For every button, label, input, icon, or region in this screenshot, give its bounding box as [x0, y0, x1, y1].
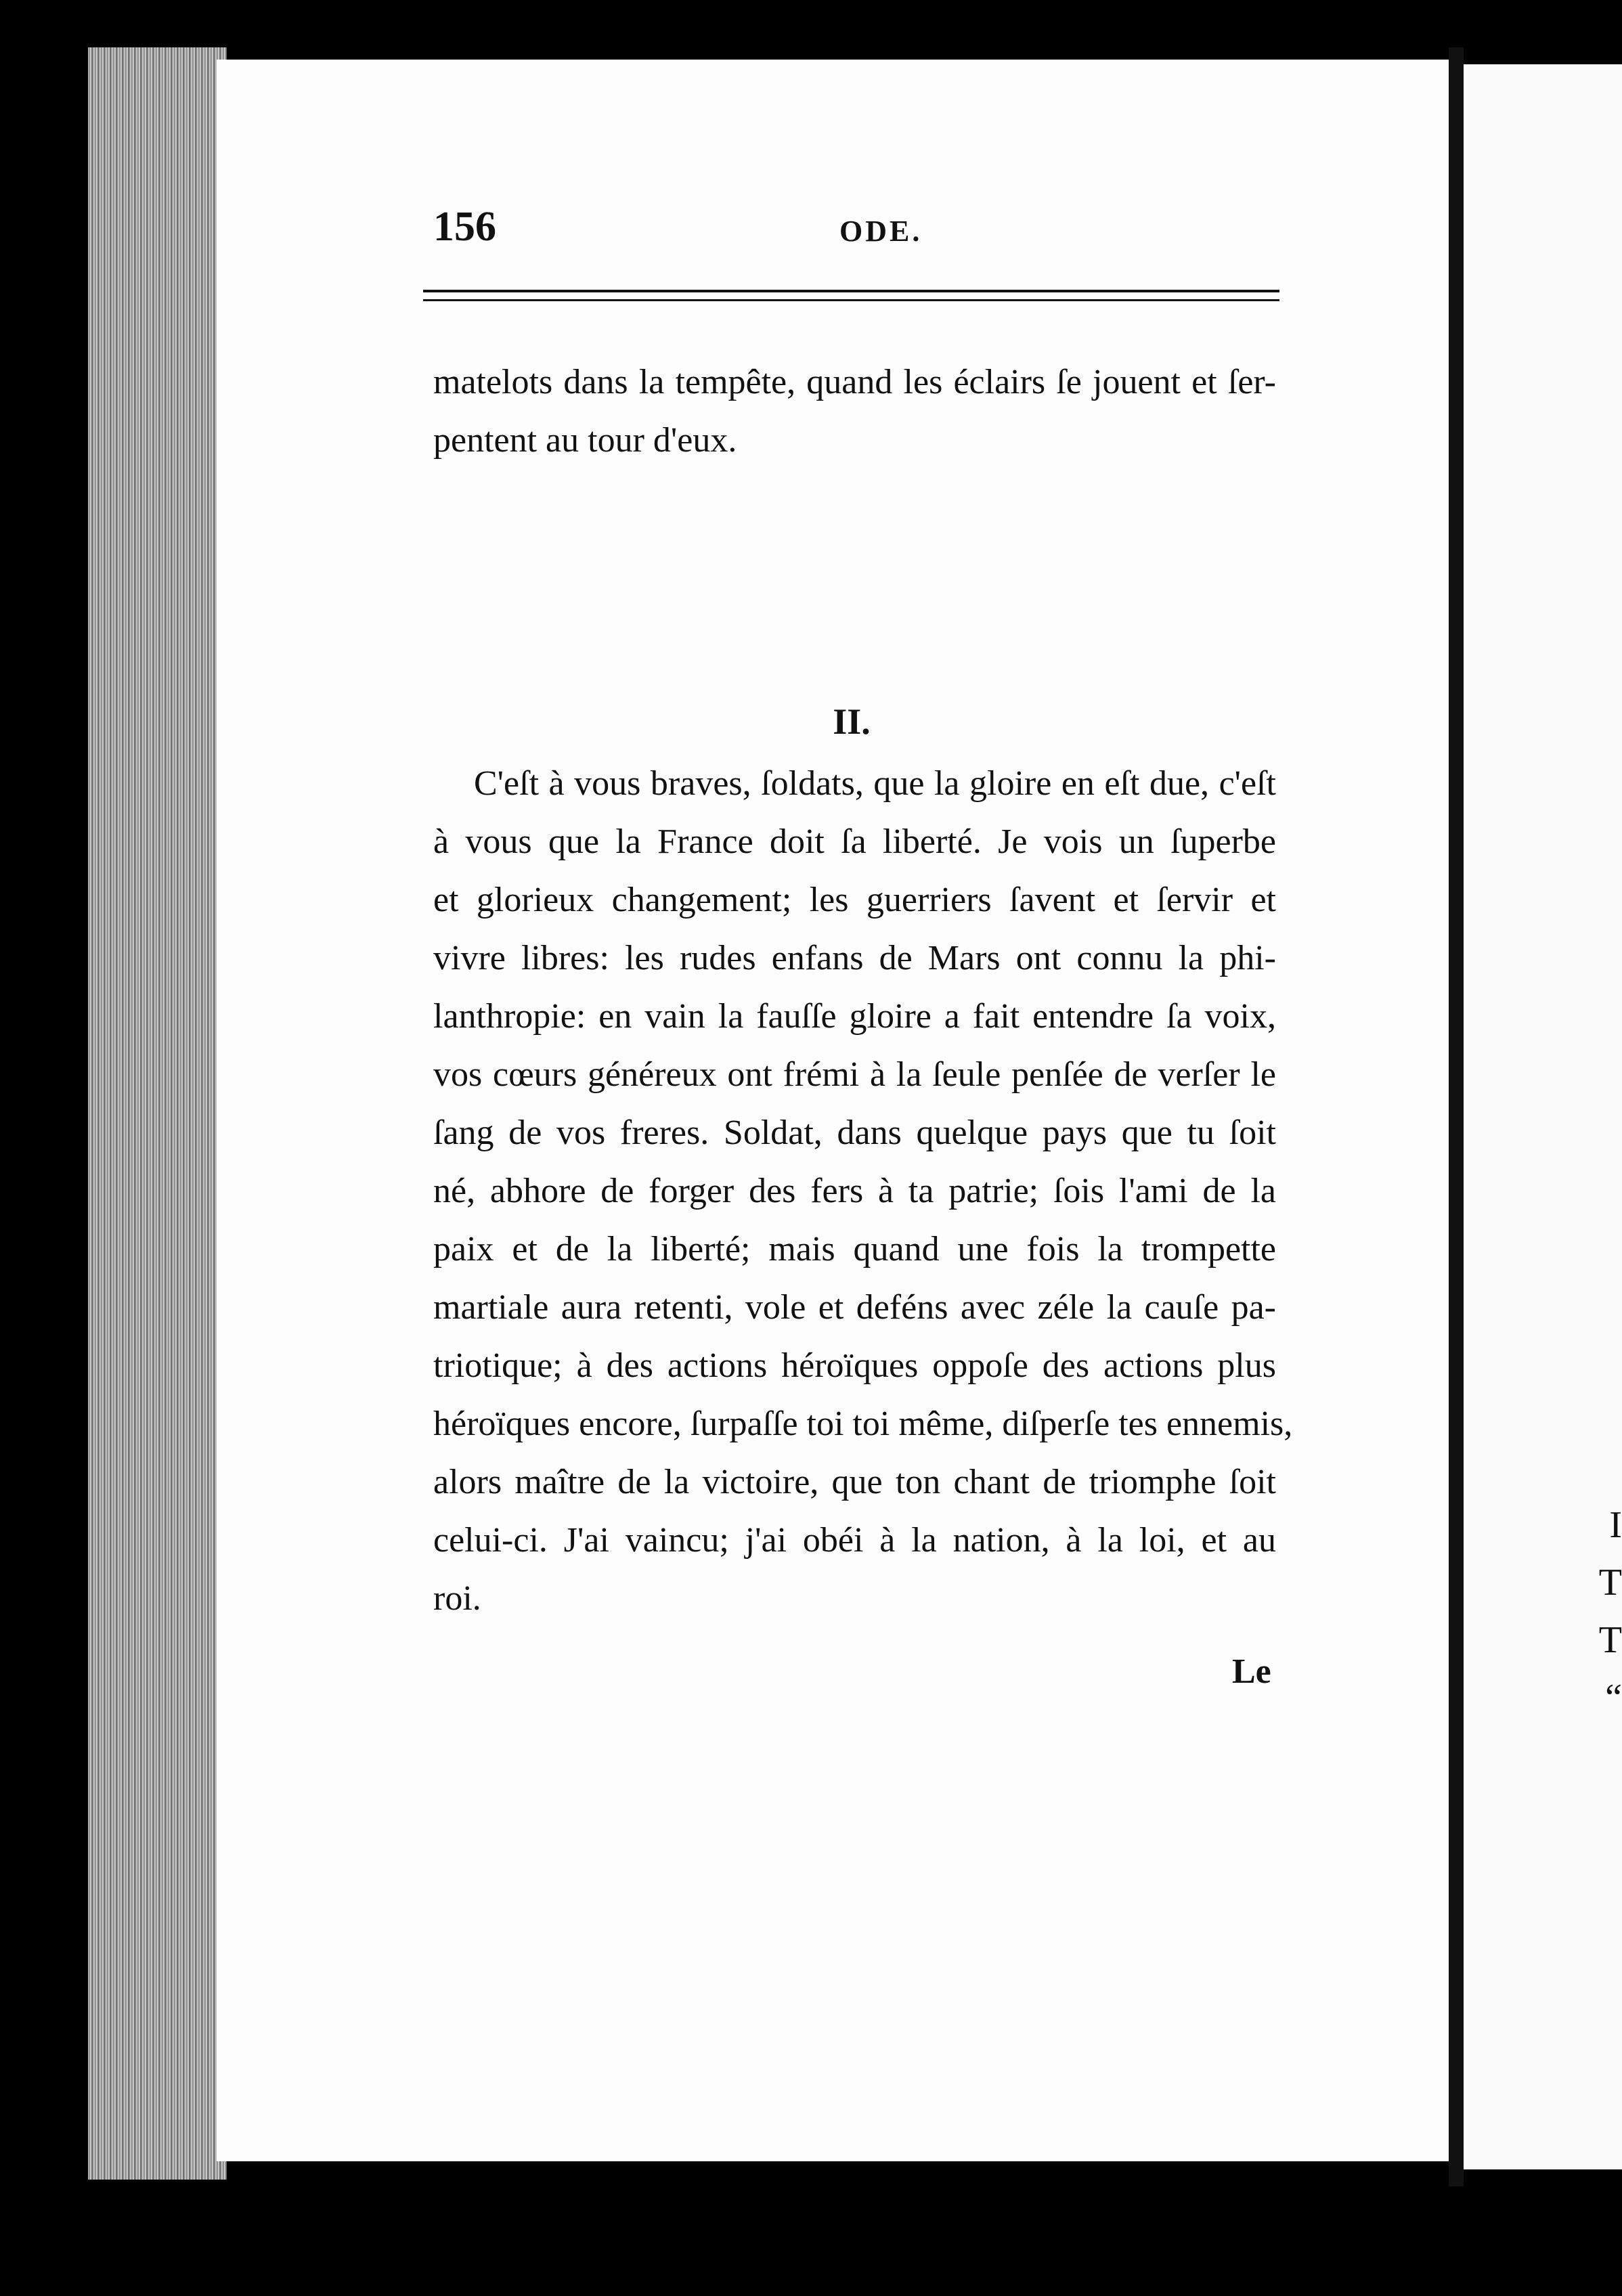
- text-line: C'eſt à vous braves, ſoldats, que la gloire en eſt due, c'eſt: [474, 764, 1276, 803]
- section-paragraph: [433, 755, 1293, 1628]
- section-heading: [0, 701, 1622, 743]
- facing-page-fragment: “: [1605, 1677, 1622, 1719]
- text-line: né, abhore de forger des fers à ta patrie; ſois l'ami de la: [433, 1172, 1276, 1210]
- text-line: matelots dans la tempête, quand les éclairs ſe jouent et ſer-: [433, 363, 1276, 401]
- running-head: [433, 203, 1279, 264]
- running-title: ODE.: [839, 215, 923, 248]
- header-rule: [423, 290, 1279, 292]
- page-number: 156: [433, 204, 496, 250]
- text-line: celui-ci. J'ai vaincu; j'ai obéi à la nation, à la loi, et au: [433, 1521, 1276, 1560]
- facing-page: [1464, 64, 1622, 2169]
- carry-over-paragraph: [433, 353, 1276, 470]
- text-line: paix et de la liberté; mais quand une fois la trompette: [433, 1230, 1276, 1268]
- book-gutter: [1449, 47, 1464, 2186]
- text-line: vos cœurs généreux ont frémi à la ſeule penſée de verſer le: [433, 1055, 1276, 1094]
- text-line: roi.: [433, 1579, 481, 1618]
- text-line: lanthropie: en vain la fauſſe gloire a fait entendre ſa voix,: [433, 997, 1276, 1036]
- text-line: et glorieux changement; les guerriers ſavent et ſervir et: [433, 881, 1276, 919]
- header-rule-secondary: [423, 299, 1279, 301]
- catchword: Le: [1232, 1652, 1271, 1691]
- section-number: II.: [833, 701, 871, 742]
- text-line: triotique; à des actions héroïques oppoſe des actions plus: [433, 1346, 1276, 1385]
- text-line: alors maître de la victoire, que ton chant de triomphe ſoit: [433, 1463, 1276, 1501]
- facing-page-fragment: T: [1598, 1619, 1622, 1661]
- text-line: héroïques encore, ſurpaſſe toi toi même, diſperſe tes ennemis,: [433, 1405, 1293, 1443]
- facing-page-fragment: I: [1609, 1504, 1622, 1546]
- page-edges: [88, 47, 227, 2180]
- text-line: martiale aura retenti, vole et deféns avec zéle la cauſe pa-: [433, 1288, 1276, 1327]
- facing-page-fragment: T: [1598, 1562, 1622, 1604]
- text-line: pentent au tour d'eux.: [433, 421, 737, 460]
- text-line: ſang de vos freres. Soldat, dans quelque pays que tu ſoit: [433, 1113, 1276, 1152]
- text-line: à vous que la France doit ſa liberté. Je vois un ſuperbe: [433, 822, 1276, 861]
- text-line: vivre libres: les rudes enfans de Mars ont connu la phi-: [433, 939, 1276, 977]
